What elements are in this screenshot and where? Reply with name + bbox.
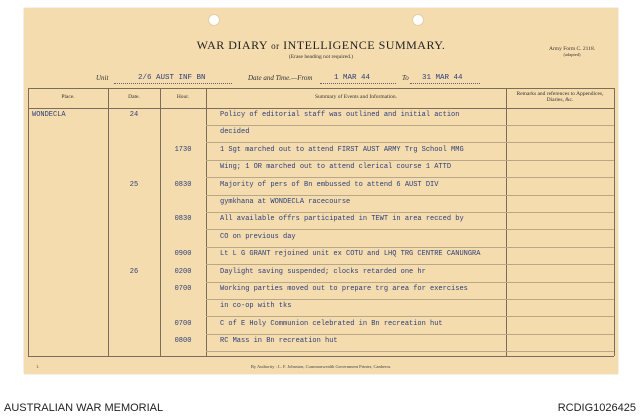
army-form-note: (adapted) — [563, 52, 581, 57]
entry-text: C of E Holy Communion celebrated in Bn recreation hut — [220, 319, 443, 328]
page-mark: 1. — [36, 364, 40, 369]
row-rule — [206, 299, 614, 300]
row-rule — [206, 229, 614, 230]
entry-text: Majority of pers of Bn embussed to attend 6 AUST DIV — [220, 180, 439, 189]
row-rule — [206, 264, 614, 265]
row-rule — [206, 282, 614, 283]
punch-hole — [208, 14, 220, 26]
entry-hour: 0830 — [174, 215, 192, 224]
date-time-label: Date and Time.—From — [248, 74, 313, 82]
unit-value: 2/6 AUST INF BN — [138, 74, 206, 82]
from-underline — [320, 83, 396, 84]
to-date-value: 31 MAR 44 — [422, 74, 463, 82]
entry-text: RC Mass in Bn recreation hut — [220, 337, 338, 346]
row-rule — [206, 212, 614, 213]
title-or: or — [271, 41, 280, 51]
from-date-value: 1 MAR 44 — [334, 74, 371, 82]
row-rule — [206, 177, 614, 178]
row-rule — [206, 195, 614, 196]
form-title — [24, 38, 618, 53]
column-header-hour: Hour. — [176, 94, 190, 100]
entry-hour: 1730 — [174, 145, 192, 154]
table-top-rule — [28, 88, 614, 89]
column-rule — [614, 88, 615, 356]
entry-text: Daylight saving suspended; clocks retarded one hr — [220, 267, 426, 276]
entry-hour: 0830 — [174, 180, 192, 189]
column-rule — [108, 88, 109, 356]
punch-hole — [412, 14, 424, 26]
row-rule — [206, 351, 614, 352]
title-intelligence-summary: INTELLIGENCE SUMMARY. — [283, 38, 446, 52]
row-rule — [206, 316, 614, 317]
entry-hour: 0200 — [174, 267, 192, 276]
column-header-place: Place. — [61, 94, 75, 100]
entry-hour: 0800 — [174, 337, 192, 346]
entry-date: 25 — [129, 180, 139, 189]
header-bottom-rule — [28, 108, 614, 109]
unit-underline — [114, 83, 232, 84]
entry-text: Lt L G GRANT rejoined unit ex COTU and LHQ TRG CENTRE CANUNGRA — [220, 250, 481, 259]
row-rule — [206, 247, 614, 248]
entry-hour: 0700 — [174, 285, 192, 293]
to-label: To — [402, 74, 409, 82]
entry-hour: 0900 — [174, 250, 192, 259]
column-header-date: Date. — [128, 94, 140, 100]
army-form-id — [549, 46, 595, 58]
unit-label: Unit — [96, 74, 109, 82]
column-header-summary: Summary of Events and Information. — [314, 94, 398, 100]
table-bottom-rule — [28, 356, 614, 357]
entry-text: Policy of editorial staff was outlined and initial action — [220, 111, 460, 119]
archive-name: AUSTRALIAN WAR MEMORIAL — [4, 402, 164, 414]
entry-date: 24 — [129, 111, 139, 119]
entry-text: All available offrs participated in TEWT in area recced by — [220, 215, 464, 224]
entry-place: WONDECLA — [32, 111, 66, 119]
row-rule — [206, 334, 614, 335]
printer-note: By Authority : L. F. Johnston, Commonwealth Government Printer, Canberra. — [250, 364, 392, 369]
entry-text: gymkhana at WONDECLA racecourse — [220, 198, 351, 206]
row-rule — [206, 125, 614, 126]
archive-reference: RCDIG1026425 — [557, 402, 636, 414]
entry-hour: 0700 — [174, 319, 192, 328]
column-header-remarks: Remarks and references to Appendices, Diaries, &c. — [516, 91, 604, 103]
entry-text: CO on previous day — [220, 232, 296, 241]
to-underline — [410, 83, 480, 84]
entry-text: 1 Sgt marched out to attend FIRST AUST ARMY Trg School MMG — [220, 145, 464, 154]
title-war-diary: WAR DIARY — [196, 38, 268, 52]
entry-text: Working parties moved out to prepare trg area for exercises — [220, 285, 468, 293]
row-rule — [206, 160, 614, 161]
row-rule — [206, 142, 614, 143]
column-rule — [28, 88, 29, 356]
entry-text: in co-op with tks — [220, 302, 292, 311]
form-subtitle: (Erase heading not required.) — [288, 54, 354, 60]
entry-text: Wing; 1 OR marched out to attend clerical course 1 ATTD — [220, 163, 452, 172]
army-form-number: Army Form C. 2118. — [549, 46, 596, 52]
entry-text: decided — [220, 128, 250, 137]
entry-date: 26 — [129, 267, 139, 276]
diary-sheet — [24, 8, 618, 374]
